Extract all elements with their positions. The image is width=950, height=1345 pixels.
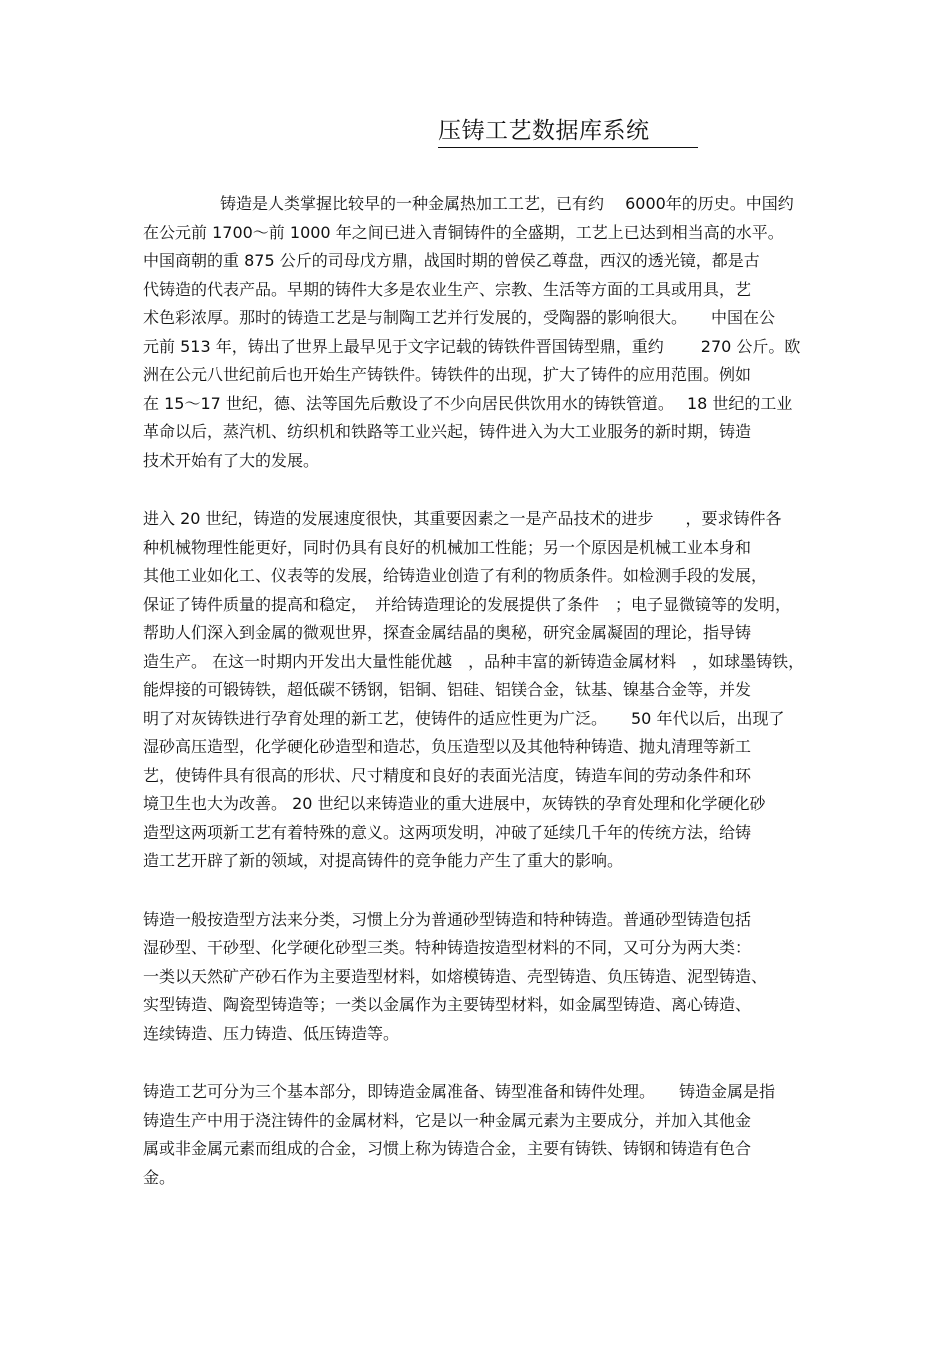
text-line: 连续铸造、压力铸造、低压铸造等。 — [143, 1023, 400, 1043]
text-line: 元前 513 年，铸出了世界上最早见于文字记载的铸铁件晋国铸型鼎，重约 270 公斤。欧 — [143, 336, 801, 356]
text-line: 帮助人们深入到金属的微观世界，探查金属结晶的奥秘，研究金属凝固的理论，指导铸 — [143, 623, 752, 642]
page-title: 压铸工艺数据库系统 — [438, 116, 698, 148]
text-line: 一类以天然矿产砂石作为主要造型材料，如熔模铸造、壳型铸造、负压铸造、泥型铸造、 — [143, 966, 768, 986]
text-line: 技术开始有了大的发展。 — [143, 450, 320, 470]
text-line: 术色彩浓厚。那时的铸造工艺是与制陶工艺并行发展的，受陶器的影响很大。 中国在公 — [143, 308, 776, 327]
text-line: 造型这两项新工艺有着特殊的意义。这两项发明，冲破了延续几千年的传统方法，给铸 — [143, 822, 752, 842]
text-line: 种机械物理性能更好，同时仍具有良好的机械加工性能；另一个原因是机械工业本身和 — [143, 537, 752, 557]
text-line: 造生产。 在这一时期内开发出大量性能优越 ，品种丰富的新铸造金属材料 ，如球墨铸铁， — [143, 651, 805, 671]
paragraph-process — [143, 1078, 873, 1192]
text-line: 明了对灰铸铁进行孕育处理的新工艺，使铸件的适应性更为广泛。 50 年代以后，出现了 — [143, 708, 785, 728]
text-line: 铸造工艺可分为三个基本部分，即铸造金属准备、铸型准备和铸件处理。 铸造金属是指 — [143, 1082, 776, 1101]
paragraph-classification — [143, 906, 873, 1049]
text-line: 在 15～17 世纪，德、法等国先后敷设了不少向居民供饮用水的铸铁管道。 18 世纪的工业 — [143, 393, 793, 413]
text-line: 能焊接的可锻铸铁，超低碳不锈钢，铝铜、铝硅、铝镁合金，钛基、镍基合金等，并发 — [143, 680, 752, 699]
text-line: 境卫生也大为改善。 20 世纪以来铸造业的重大进展中，灰铸铁的孕育处理和化学硬化砂 — [143, 794, 766, 813]
text-line: 洲在公元八世纪前后也开始生产铸铁件。铸铁件的出现，扩大了铸件的应用范围。例如 — [143, 365, 752, 384]
text-line: 铸造一般按造型方法来分类，习惯上分为普通砂型铸造和特种铸造。普通砂型铸造包括 — [143, 909, 752, 929]
text-line: 金。 — [143, 1167, 176, 1187]
text-line: 实型铸造、陶瓷型铸造等；一类以金属作为主要铸型材料，如金属型铸造、离心铸造、 — [143, 995, 752, 1014]
text-line: 代铸造的代表产品。早期的铸件大多是农业生产、宗教、生活等方面的工具或用具，艺 — [143, 279, 752, 299]
paragraph-history — [143, 190, 873, 475]
text-line: 进入 20 世纪，铸造的发展速度很快，其重要因素之一是产品技术的进步 ，要求铸件各 — [143, 509, 782, 528]
text-line: 铸造生产中用于浇注铸件的金属材料，它是以一种金属元素为主要成分，并加入其他金 — [143, 1110, 752, 1130]
paragraph-20th-century — [143, 505, 873, 876]
text-line: 其他工业如化工、仪表等的发展，给铸造业创造了有利的物质条件。如检测手段的发展， — [143, 566, 768, 585]
text-line: 保证了铸件质量的提高和稳定， 并给铸造理论的发展提供了条件 ；电子显微镜等的发明， — [143, 594, 792, 614]
text-line: 革命以后，蒸汽机、纺织机和铁路等工业兴起，铸件进入为大工业服务的新时期，铸造 — [143, 422, 752, 441]
text-line: 铸造是人类掌握比较早的一种金属热加工工艺，已有约 6000年的历史。中国约 — [220, 194, 794, 213]
text-line: 属或非金属元素而组成的合金，习惯上称为铸造合金，主要有铸铁、铸钢和铸造有色合 — [143, 1139, 752, 1158]
text-line: 艺，使铸件具有很高的形状、尺寸精度和良好的表面光洁度，铸造车间的劳动条件和环 — [143, 765, 752, 785]
text-line: 湿砂高压造型，化学硬化砂造型和造芯，负压造型以及其他特种铸造、抛丸清理等新工 — [143, 737, 752, 756]
text-line: 造工艺开辟了新的领域，对提高铸件的竞争能力产生了重大的影响。 — [143, 851, 624, 870]
text-line: 在公元前 1700～前 1000 年之间已进入青铜铸件的全盛期，工艺上已达到相当高的水平。 — [143, 222, 784, 242]
text-line: 中国商朝的重 875 公斤的司母戊方鼎，战国时期的曾侯乙尊盘，西汉的透光镜，都是古 — [143, 251, 760, 270]
text-line: 湿砂型、干砂型、化学硬化砂型三类。特种铸造按造型材料的不同，又可分为两大类： — [143, 938, 752, 957]
document-body — [143, 190, 873, 1222]
